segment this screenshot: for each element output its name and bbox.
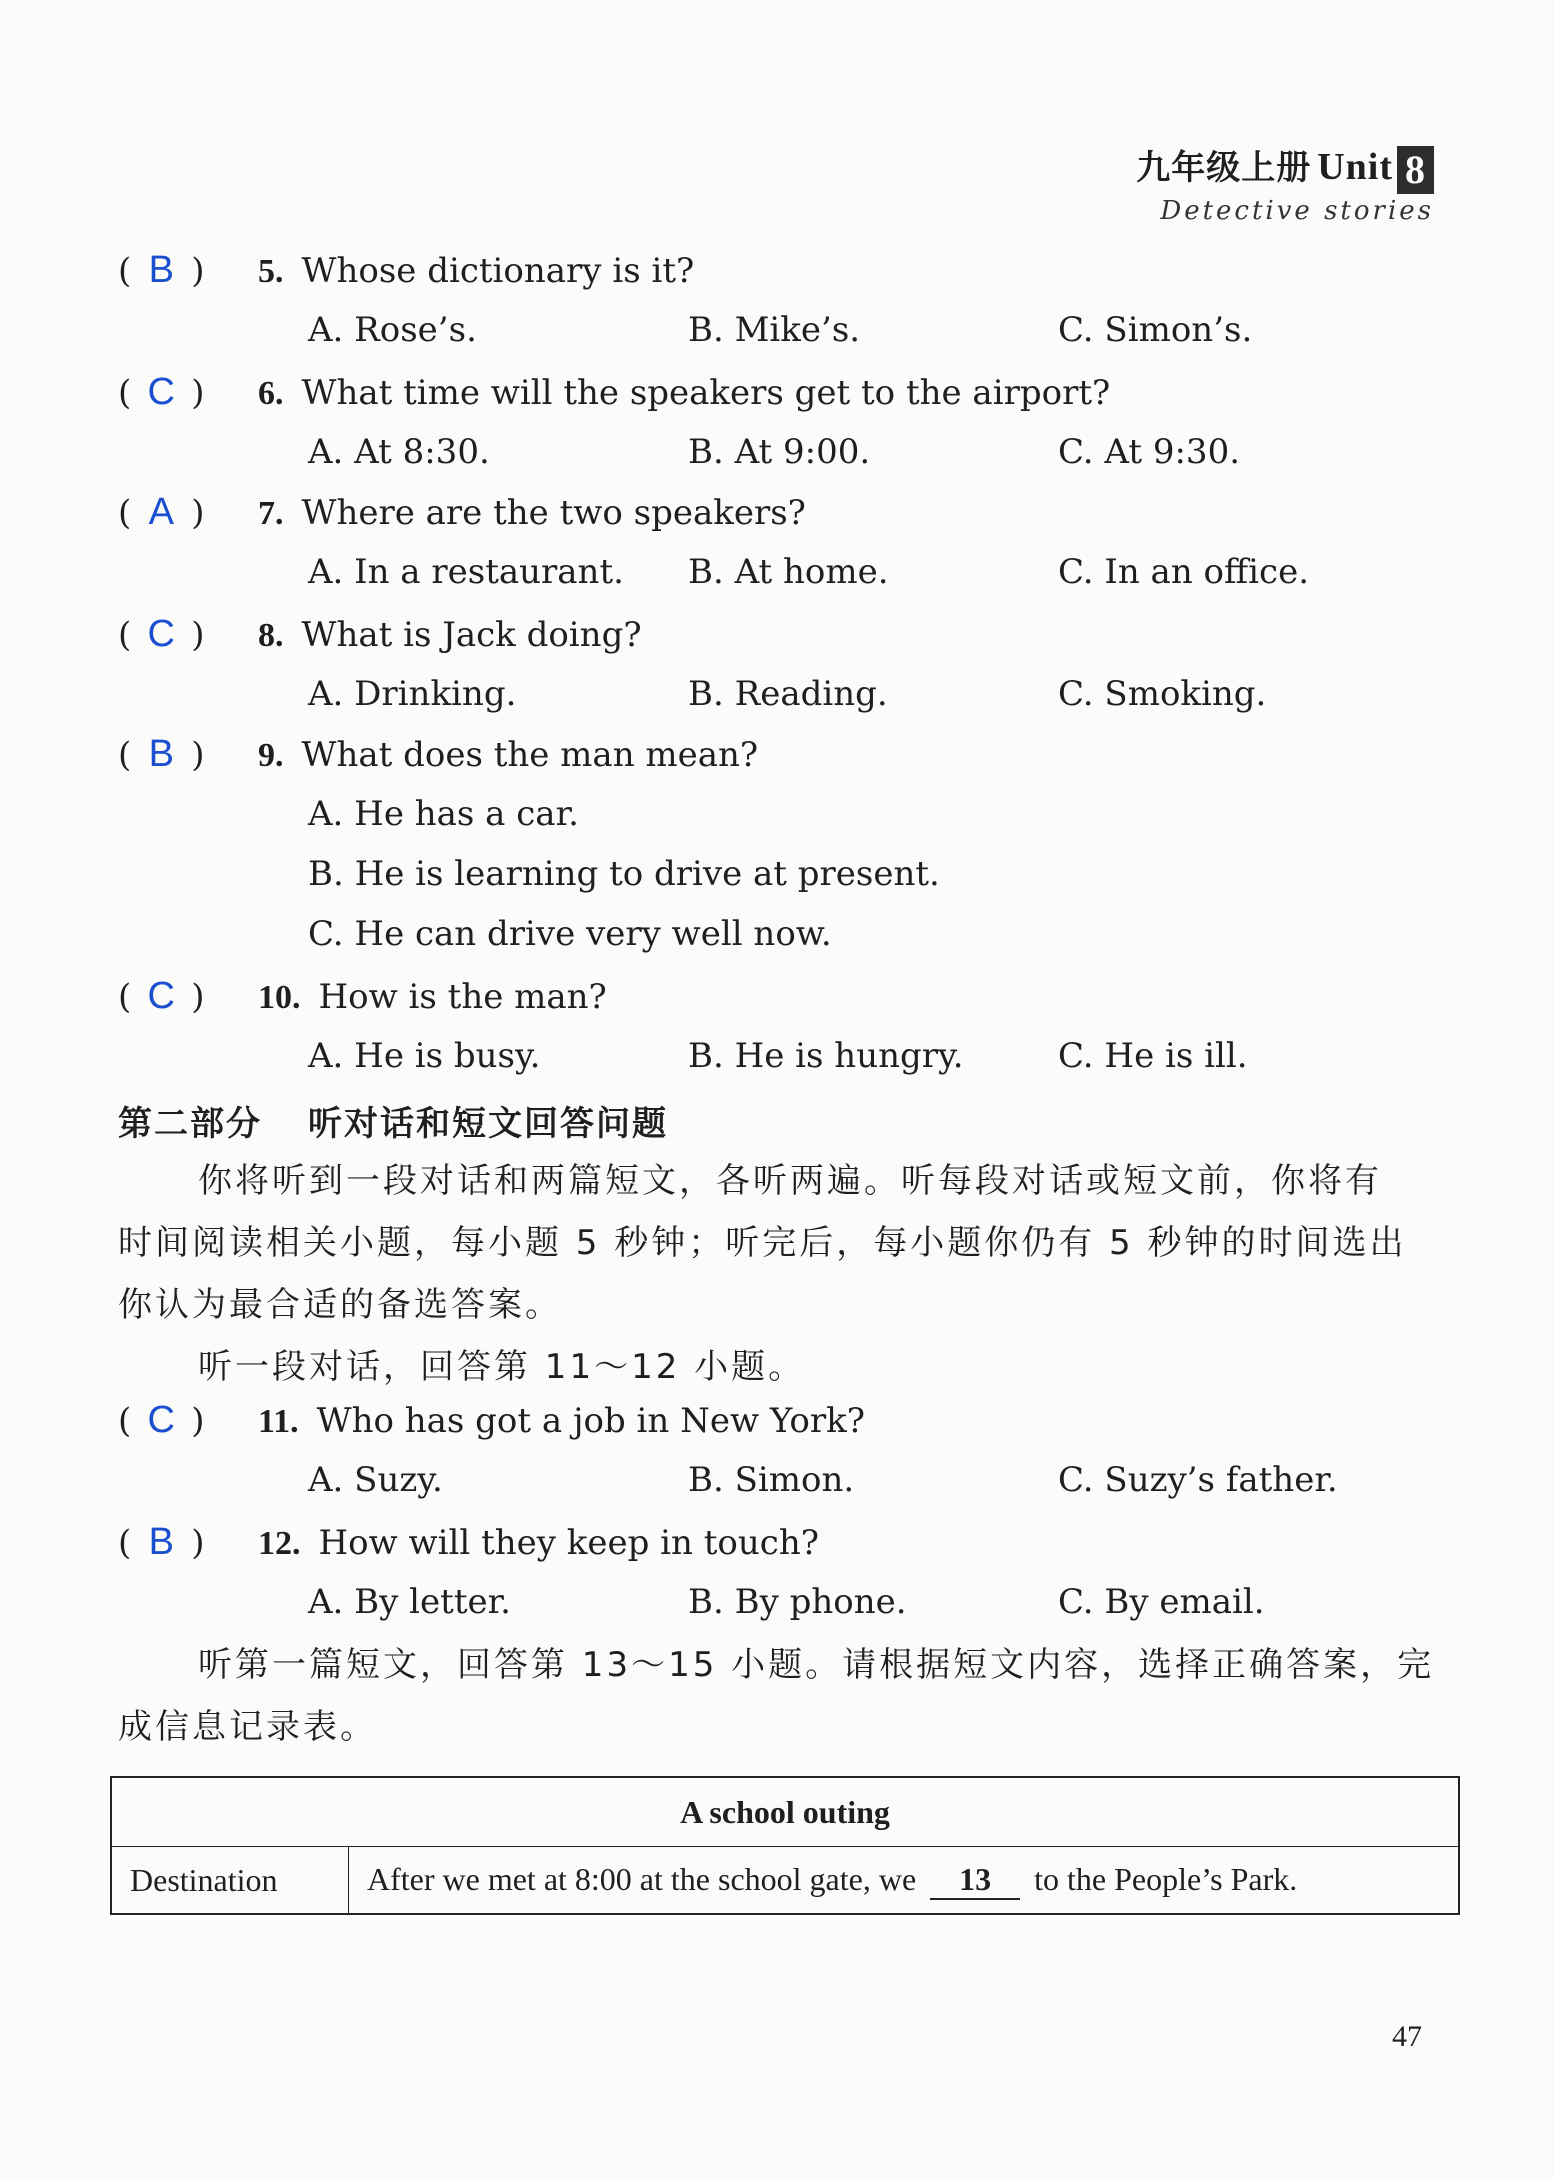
option-c: C. He can drive very well now. bbox=[308, 914, 832, 954]
option-a: A. By letter. bbox=[308, 1582, 511, 1622]
option-a: A. He has a car. bbox=[308, 794, 579, 834]
row-label: Destination bbox=[111, 1847, 349, 1915]
question-text: What is Jack doing? bbox=[301, 615, 642, 655]
question-number: 9. bbox=[258, 737, 284, 774]
answer-paren: ( C ) bbox=[118, 1390, 258, 1451]
option-c: C. He is ill. bbox=[1058, 1036, 1248, 1076]
table-row bbox=[111, 1847, 1459, 1915]
answer-letter: A bbox=[148, 491, 174, 533]
option-a: A. At 8:30. bbox=[308, 432, 490, 472]
page-number: 47 bbox=[1392, 2020, 1422, 2053]
options-row bbox=[308, 542, 1448, 602]
answer-blank[interactable]: 13 bbox=[930, 1861, 1020, 1900]
dialog-instruction bbox=[118, 1336, 1448, 1398]
unit-label: Unit bbox=[1317, 146, 1393, 188]
options-row bbox=[308, 1026, 1448, 1086]
option-b: B. He is learning to drive at present. bbox=[308, 854, 940, 894]
option-c: C. Smoking. bbox=[1058, 674, 1267, 714]
option-c: C. Suzy’s father. bbox=[1058, 1460, 1338, 1500]
intro-line: 你将听到一段对话和两篇短文，各听两遍。听每段对话或短文前，你将有 bbox=[198, 1161, 1382, 1201]
answer-letter: C bbox=[147, 975, 175, 1017]
answer-letter: C bbox=[147, 371, 175, 413]
passage-instruction bbox=[118, 1634, 1448, 1758]
book-title: 九年级上册 bbox=[1136, 148, 1312, 188]
answer-letter: C bbox=[147, 1399, 175, 1441]
instruction-text: 成信息记录表。 bbox=[118, 1707, 377, 1747]
question-number: 10. bbox=[258, 979, 301, 1016]
options-row bbox=[308, 300, 1448, 360]
option-b: B. At 9:00. bbox=[688, 432, 871, 472]
header-title bbox=[1136, 140, 1434, 194]
question-text: What time will the speakers get to the airport? bbox=[301, 373, 1111, 413]
answer-letter: B bbox=[148, 733, 174, 775]
option-a: A. He is busy. bbox=[308, 1036, 541, 1076]
row-text-after: to the People’s Park. bbox=[1034, 1860, 1298, 1897]
answer-paren: ( C ) bbox=[118, 966, 258, 1027]
option-c: C. In an office. bbox=[1058, 552, 1309, 592]
options-row bbox=[308, 1450, 1448, 1510]
question-10 bbox=[118, 966, 1448, 1086]
question-number: 6. bbox=[258, 375, 284, 412]
question-text: Whose dictionary is it? bbox=[301, 251, 695, 291]
question-9 bbox=[118, 724, 1448, 964]
question-number: 7. bbox=[258, 495, 284, 532]
question-number: 11. bbox=[258, 1403, 299, 1440]
intro-line: 时间阅读相关小题，每小题 5 秒钟；听完后，每小题你仍有 5 秒钟的时间选出 bbox=[118, 1223, 1407, 1263]
option-b: B. Reading. bbox=[688, 674, 888, 714]
question-5 bbox=[118, 240, 1448, 360]
options-row bbox=[308, 422, 1448, 482]
question-11 bbox=[118, 1390, 1448, 1510]
option-a: A. Rose’s. bbox=[308, 310, 477, 350]
question-text: What does the man mean? bbox=[301, 735, 759, 775]
question-8 bbox=[118, 604, 1448, 724]
unit-number-badge: 8 bbox=[1397, 146, 1434, 194]
option-a: A. Suzy. bbox=[308, 1460, 443, 1500]
page-header bbox=[1136, 140, 1434, 226]
option-c: C. By email. bbox=[1058, 1582, 1265, 1622]
option-a: A. In a restaurant. bbox=[308, 552, 624, 592]
option-b: B. He is hungry. bbox=[688, 1036, 964, 1076]
answer-letter: B bbox=[148, 249, 174, 291]
unit-subtitle: Detective stories bbox=[1160, 196, 1434, 226]
option-c: C. At 9:30. bbox=[1058, 432, 1241, 472]
answer-paren: ( B ) bbox=[118, 240, 258, 301]
table-title: A school outing bbox=[111, 1777, 1459, 1847]
option-b: B. Mike’s. bbox=[688, 310, 861, 350]
options-row bbox=[308, 664, 1448, 724]
row-text-before: After we met at 8:00 at the school gate, we bbox=[367, 1860, 917, 1897]
question-12 bbox=[118, 1512, 1448, 1632]
answer-paren: ( C ) bbox=[118, 604, 258, 665]
question-text: How is the man? bbox=[318, 977, 607, 1017]
intro-line: 你认为最合适的备选答案。 bbox=[118, 1285, 562, 1325]
info-record-table bbox=[110, 1776, 1460, 1915]
answer-letter: C bbox=[147, 613, 175, 655]
option-b: B. Simon. bbox=[688, 1460, 855, 1500]
instruction-text: 听第一篇短文，回答第 13～15 小题。请根据短文内容，选择正确答案，完 bbox=[198, 1645, 1435, 1685]
table-header-row bbox=[111, 1777, 1459, 1847]
option-b: B. At home. bbox=[688, 552, 889, 592]
question-6 bbox=[118, 362, 1448, 482]
question-number: 5. bbox=[258, 253, 284, 290]
option-b: B. By phone. bbox=[688, 1582, 907, 1622]
section-part-label: 第二部分 bbox=[118, 1104, 262, 1144]
question-number: 12. bbox=[258, 1525, 301, 1562]
answer-letter: B bbox=[148, 1521, 174, 1563]
answer-paren: ( B ) bbox=[118, 1512, 258, 1573]
instruction-text: 听一段对话，回答第 11～12 小题。 bbox=[198, 1347, 806, 1387]
section-title bbox=[118, 1096, 668, 1145]
option-a: A. Drinking. bbox=[308, 674, 517, 714]
options-stack bbox=[308, 784, 1448, 964]
answer-paren: ( B ) bbox=[118, 724, 258, 785]
row-content bbox=[349, 1847, 1460, 1915]
option-c: C. Simon’s. bbox=[1058, 310, 1253, 350]
section-heading-text: 听对话和短文回答问题 bbox=[308, 1104, 668, 1144]
answer-paren: ( A ) bbox=[118, 482, 258, 543]
section-intro bbox=[118, 1150, 1448, 1336]
answer-paren: ( C ) bbox=[118, 362, 258, 423]
question-text: Where are the two speakers? bbox=[301, 493, 806, 533]
question-7 bbox=[118, 482, 1448, 602]
question-number: 8. bbox=[258, 617, 284, 654]
question-text: Who has got a job in New York? bbox=[316, 1401, 865, 1441]
options-row bbox=[308, 1572, 1448, 1632]
question-text: How will they keep in touch? bbox=[318, 1523, 819, 1563]
